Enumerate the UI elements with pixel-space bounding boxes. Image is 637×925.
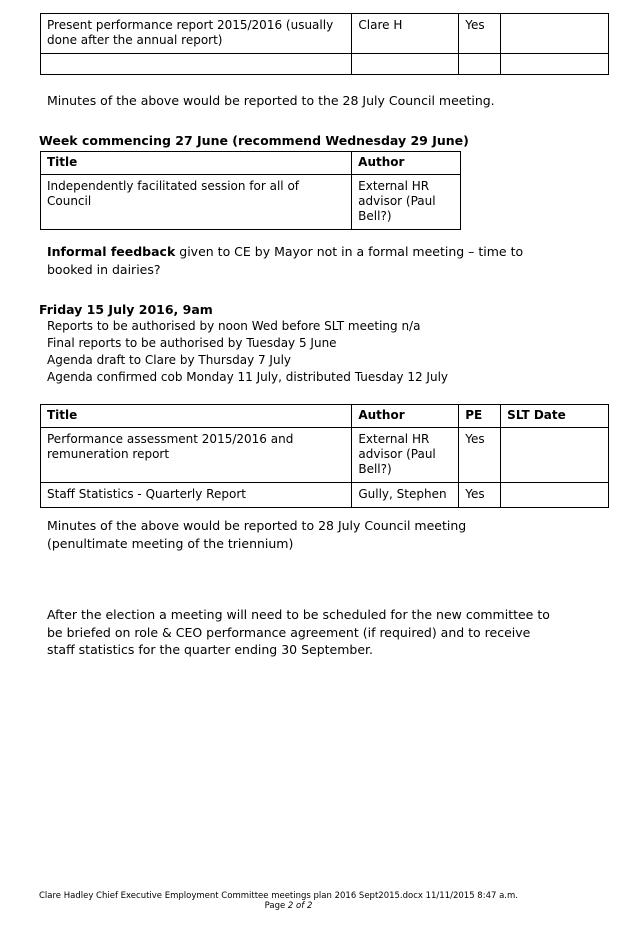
table-cell [501,483,609,508]
column-header-title: Title [41,405,352,428]
table-row [41,175,461,230]
footer-document-info: Clare Hadley Chief Executive Employment Committee meetings plan 2016 Sept2015.docx 11/11/2015 8:47 a.m. [38,891,518,901]
table-friday-reports [40,404,609,508]
table-cell: Performance assessment 2015/2016 and remuneration report [41,428,352,483]
friday-heading: Friday 15 July 2016, 9am [39,302,213,317]
table-header-row [41,405,609,428]
post-election-note: After the election a meeting will need to be scheduled for the new committee to be briefed on role & CEO performance agreement (if required) and to receive staff statistics for the quarter ending 30 September. [47,607,550,657]
column-header-title: Title [41,152,352,175]
table-cell: Yes [459,428,501,483]
table-cell [352,54,459,75]
table-row [41,14,609,54]
table-cell: Yes [459,483,501,508]
table-previous-meeting [40,13,609,75]
table-cell: Clare H [352,14,459,54]
table-cell: Present performance report 2015/2016 (usually done after the annual report) [41,14,352,54]
friday-schedule-list [47,318,448,386]
minutes-note-2: Minutes of the above would be reported to 28 July Council meeting (penultimate meeting of the triennium) [47,518,467,551]
table-cell [459,54,501,75]
week-heading: Week commencing 27 June (recommend Wednesday 29 June) [39,133,469,148]
table-cell: Staff Statistics - Quarterly Report [41,483,352,508]
schedule-line: Agenda draft to Clare by Thursday 7 July [47,353,292,367]
table-cell: Yes [459,14,501,54]
schedule-line: Final reports to be authorised by Tuesday 5 June [47,336,337,350]
table-cell [501,14,609,54]
table-cell: External HR advisor (Paul Bell?) [352,175,461,230]
table-cell: External HR advisor (Paul Bell?) [352,428,459,483]
table-row [41,54,609,75]
table-row [41,483,609,508]
minutes-note-1: Minutes of the above would be reported to the 28 July Council meeting. [47,93,495,108]
page-footer [0,891,557,911]
informal-feedback-label: Informal feedback [47,244,176,259]
table-week-session [40,151,461,230]
table-cell [501,428,609,483]
column-header-slt-date: SLT Date [501,405,609,428]
table-cell [41,54,352,75]
current-page: 2 [287,901,294,911]
column-header-author: Author [352,405,459,428]
page-label: Page [264,901,288,911]
informal-feedback-text: given to CE by Mayor not in a formal meeting – time to booked in dairies? [47,244,524,277]
table-cell: Independently facilitated session for all of Council [41,175,352,230]
table-cell [501,54,609,75]
column-header-author: Author [352,152,461,175]
informal-feedback-note [47,243,567,278]
table-header-row [41,152,461,175]
page-of-label: of [293,901,307,911]
table-row [41,428,609,483]
footer-page-number [0,901,557,911]
schedule-line: Agenda confirmed cob Monday 11 July, distributed Tuesday 12 July [47,370,448,384]
schedule-line: Reports to be authorised by noon Wed before SLT meeting n/a [47,319,421,333]
total-pages: 2 [306,901,313,911]
table-cell: Gully, Stephen [352,483,459,508]
column-header-pe: PE [459,405,501,428]
